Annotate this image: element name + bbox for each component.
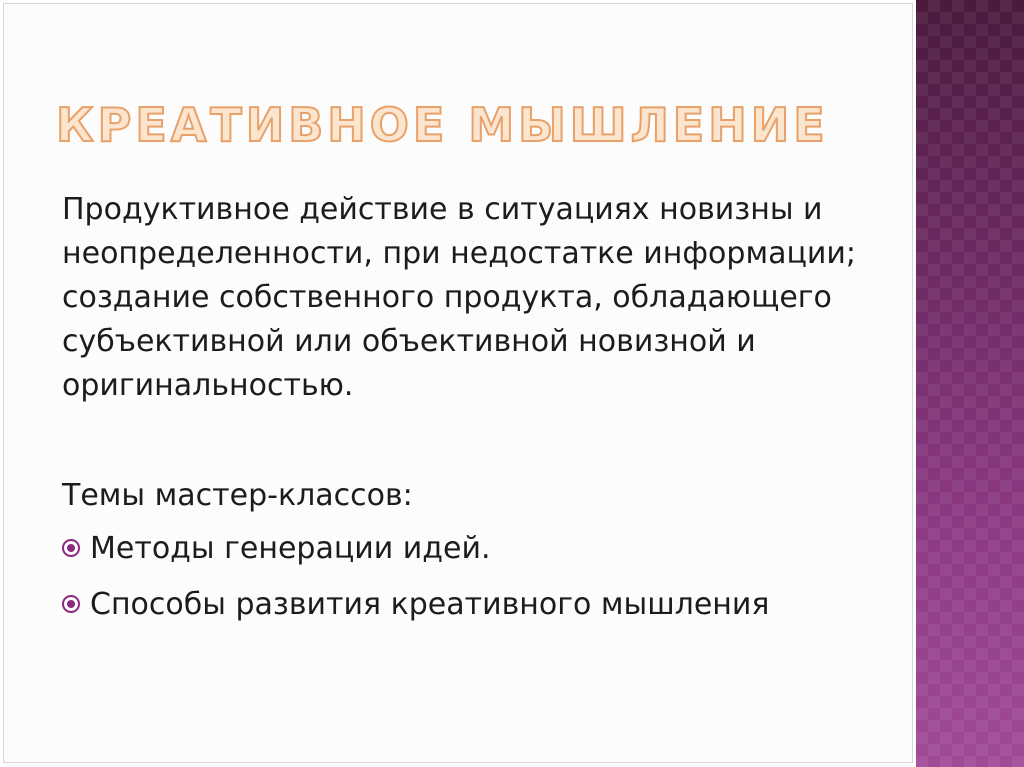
topics-list [62,526,769,638]
definition-paragraph: Продуктивное действие в ситуациях новизны и неопределенности, при недостатке информации; создание собственного продукта, обладающего субъективной или объективной новизной и оригинальностью. [62,192,856,403]
topics-heading: Темы мастер-классов: [62,478,413,513]
list-item-label: Методы генерации идей. [90,530,491,566]
list-item [62,582,769,626]
decorative-side-panel [916,0,1024,767]
slide-title: КРЕАТИВНОЕ МЫШЛЕНИЕ [56,98,829,152]
list-item [62,526,769,570]
list-item-label: Способы развития креативного мышления [90,586,770,622]
radio-bullet-icon [62,539,80,557]
radio-bullet-icon [62,595,80,613]
